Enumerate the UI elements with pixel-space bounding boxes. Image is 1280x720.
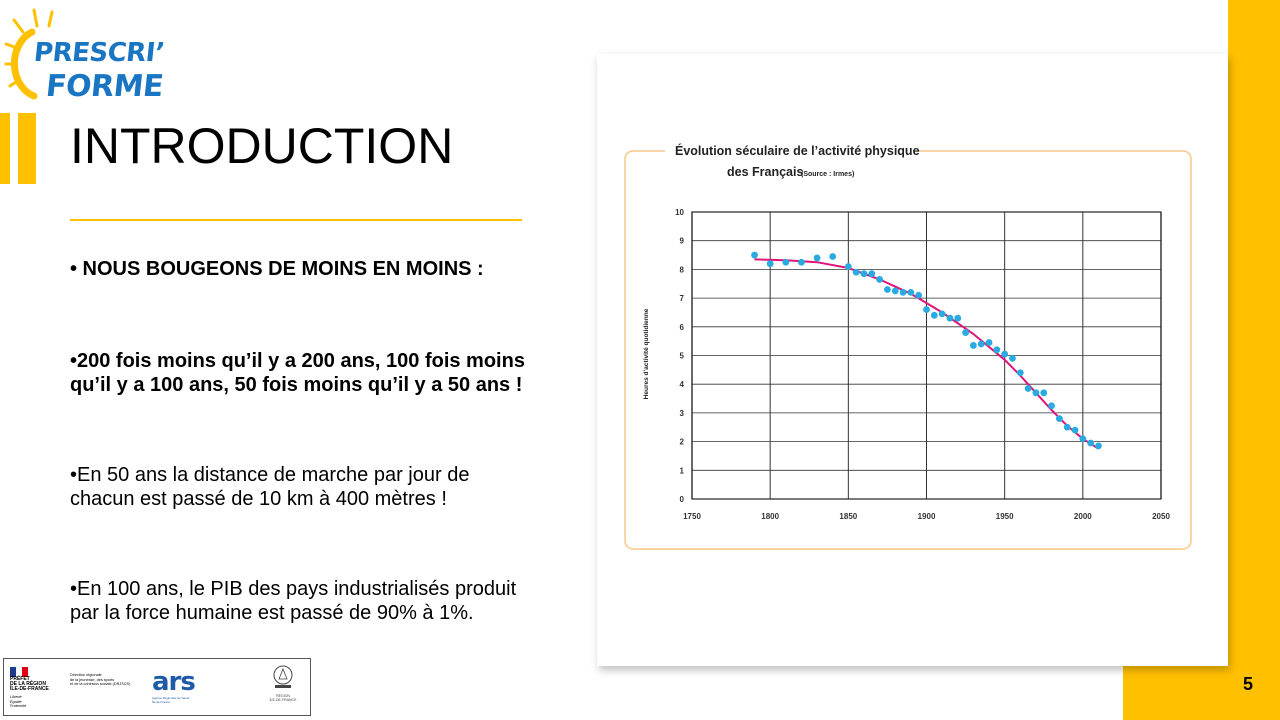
data-point xyxy=(915,292,922,299)
data-point xyxy=(1048,402,1055,409)
drjscs-label: Direction régionale de la jeunesse, des sports et de la cohésion sociale (DRJSCS) xyxy=(70,673,131,686)
data-point xyxy=(814,255,821,262)
data-point xyxy=(884,286,891,293)
data-point xyxy=(845,263,852,270)
data-point xyxy=(1017,369,1024,376)
prefet-label: PRÉFET DE LA RÉGION ÎLE-DE-FRANCE xyxy=(10,676,49,692)
x-tick-label: 1950 xyxy=(995,512,1014,521)
bullet-heading: • NOUS BOUGEONS DE MOINS EN MOINS : xyxy=(70,258,484,280)
data-point xyxy=(1040,389,1047,396)
data-point xyxy=(798,259,805,266)
data-point xyxy=(782,259,789,266)
data-point xyxy=(1087,440,1094,447)
y-tick-label: 9 xyxy=(679,236,684,246)
x-tick-label: 1800 xyxy=(761,512,780,521)
data-point xyxy=(970,342,977,349)
data-point xyxy=(829,253,836,260)
data-point xyxy=(1095,443,1102,450)
logo-text-line1: PRESCRI’ xyxy=(32,38,166,68)
page-number: 5 xyxy=(1242,674,1253,694)
y-tick-label: 0 xyxy=(679,495,684,504)
data-point xyxy=(939,310,946,317)
data-point xyxy=(1064,424,1071,431)
chart-frame xyxy=(625,151,1191,549)
accent-bar xyxy=(18,113,36,184)
partner-logos-footer xyxy=(3,658,311,716)
data-point xyxy=(1056,415,1063,422)
y-tick-label: 5 xyxy=(679,351,684,361)
y-axis-label: Heures d’activité quotidienne xyxy=(643,308,650,400)
chart-card xyxy=(597,54,1228,666)
ars-logo: ars Agence Régionale de Santé Île-de-France xyxy=(152,667,195,704)
chart-title-line1: Évolution séculaire de l’activité physique xyxy=(675,144,920,158)
chart-source-note: (Source : Irmes) xyxy=(801,171,855,178)
data-point xyxy=(978,341,985,348)
region-seal-icon xyxy=(272,663,294,689)
x-tick-label: 1900 xyxy=(917,512,936,521)
data-point xyxy=(1009,355,1016,362)
activity-chart xyxy=(597,54,1228,666)
data-point xyxy=(1001,351,1008,358)
data-point xyxy=(892,288,899,295)
data-point xyxy=(923,306,930,313)
data-point xyxy=(853,269,860,276)
data-point xyxy=(993,346,1000,353)
x-tick-label: 1850 xyxy=(839,512,858,521)
data-point xyxy=(861,270,868,277)
data-point xyxy=(900,289,907,296)
data-point xyxy=(931,312,938,319)
accent-bar xyxy=(0,113,10,184)
bullet-item: •En 50 ans la distance de marche par jour de chacun est passé de 10 km à 400 mètres ! xyxy=(70,464,470,510)
data-point xyxy=(1072,427,1079,434)
logo-text-line2: FORME xyxy=(44,69,165,104)
bullet-item: •En 100 ans, le PIB des pays industrialisés produit par la force humaine est passé de 90% à 1%. xyxy=(70,578,517,624)
region-idf-logo: RÉGION ÎLE-DE-FRANCE xyxy=(268,663,298,702)
chart-title-line2: des Français xyxy=(727,165,804,179)
y-tick-label: 7 xyxy=(679,294,684,304)
data-point xyxy=(876,276,883,283)
data-point xyxy=(767,260,774,267)
y-tick-label: 2 xyxy=(679,437,684,447)
data-point xyxy=(751,252,758,259)
x-tick-label: 1750 xyxy=(683,512,701,521)
accent-notch xyxy=(1123,0,1228,54)
y-tick-label: 4 xyxy=(679,380,684,390)
y-tick-label: 10 xyxy=(675,208,684,217)
x-tick-label: 2050 xyxy=(1152,512,1170,521)
data-point xyxy=(986,339,993,346)
data-point xyxy=(1079,435,1086,442)
data-point xyxy=(962,329,969,336)
data-point xyxy=(907,289,914,296)
prescriforme-logo xyxy=(4,4,174,108)
y-tick-label: 8 xyxy=(679,265,684,275)
data-point xyxy=(1025,385,1032,392)
data-point xyxy=(1033,389,1040,396)
data-point xyxy=(947,315,954,322)
bullet-item: •200 fois moins qu’il y a 200 ans, 100 fois moins qu’il y a 100 ans, 50 fois moins qu’il y a 50 ans ! xyxy=(70,350,525,396)
republic-motto: Liberté Égalité Fraternité xyxy=(10,695,27,708)
y-tick-label: 1 xyxy=(679,466,684,476)
data-point xyxy=(868,270,875,277)
slide-title: INTRODUCTION xyxy=(70,118,454,174)
title-underline xyxy=(70,219,522,221)
title-accent-bars xyxy=(0,113,40,184)
y-tick-label: 6 xyxy=(679,322,684,332)
x-tick-label: 2000 xyxy=(1073,512,1092,521)
data-point xyxy=(954,315,961,322)
y-tick-label: 3 xyxy=(679,408,684,418)
